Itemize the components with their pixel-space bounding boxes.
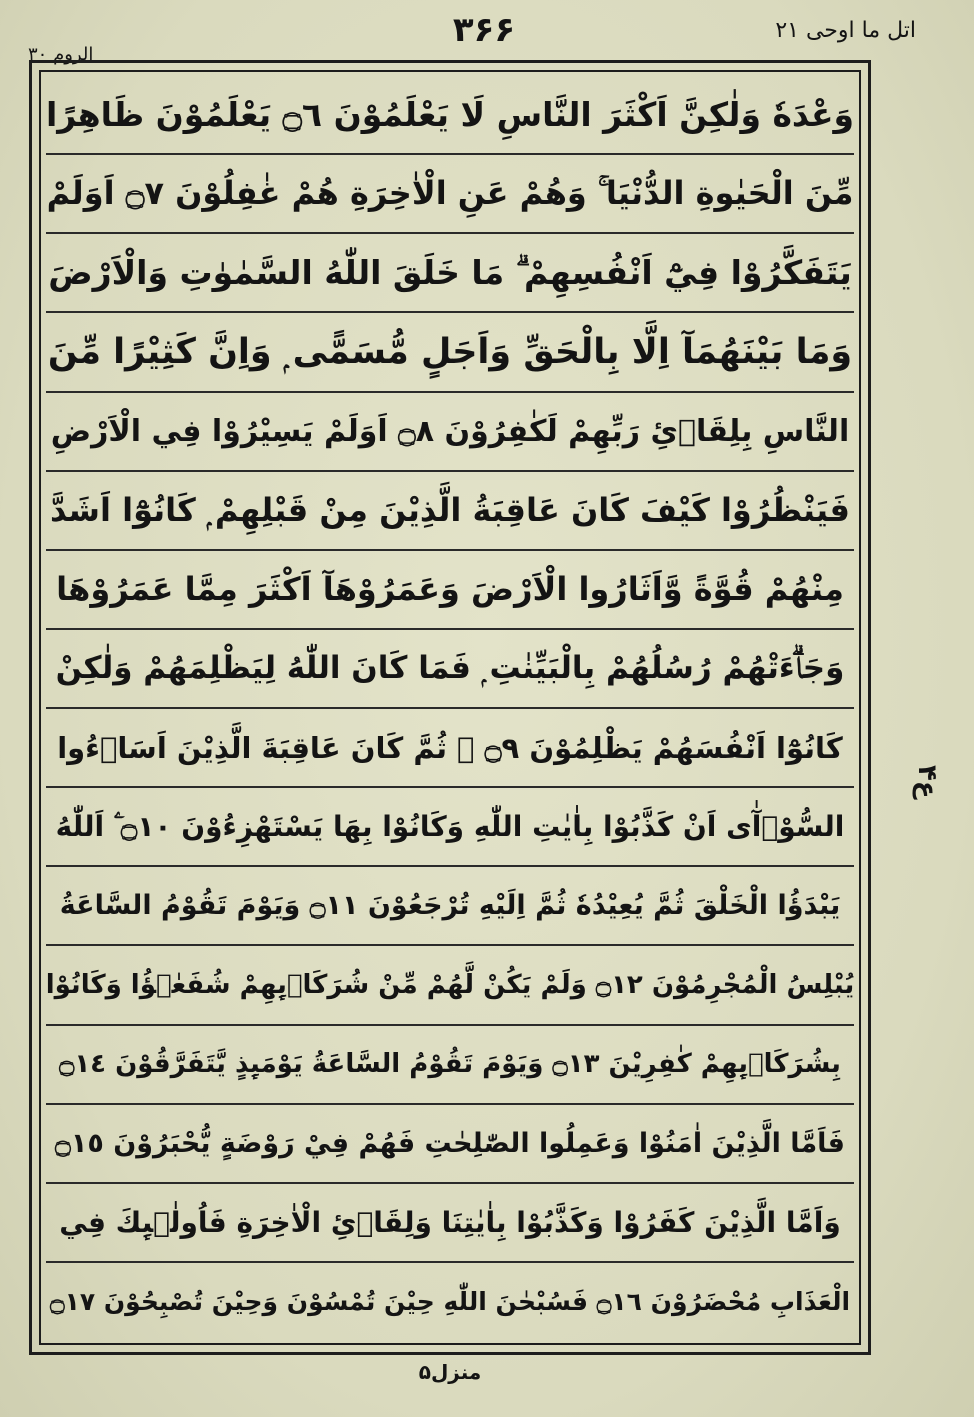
text-line: فَاَمَّا الَّذِيْنَ اٰمَنُوْا وَعَمِلُوا الصّٰلِحٰتِ فَهُمْ فِيْ رَوْضَةٍ يُّحْبَرُوْنَ ۝١٥	[46, 1105, 854, 1184]
text-line: فَيَنْظُرُوْا كَيْفَ كَانَ عَاقِبَةُ الَّذِيْنَ مِنْ قَبْلِهِمْ ۭ كَانُوْٓا اَشَدَّ	[46, 472, 854, 551]
text-block	[46, 76, 854, 1340]
page-number: ۳۶۶	[452, 10, 516, 50]
text-line: يَبْدَؤُا الْخَلْقَ ثُمَّ يُعِيْدُهٗ ثُمَّ اِلَيْهِ تُرْجَعُوْنَ ۝١١ وَيَوْمَ تَقُوْمُ السَّاعَةُ	[46, 867, 854, 946]
text-line: وَمَا بَيْنَهُمَآ اِلَّا بِالْحَقِّ وَاَجَلٍ مُّسَمًّى ۭ وَاِنَّ كَثِيْرًا مِّنَ	[46, 313, 854, 392]
text-line: مِّنَ الْحَيٰوةِ الدُّنْيَا ۚ وَهُمْ عَنِ الْاٰخِرَةِ هُمْ غٰفِلُوْنَ ۝٧ اَوَلَمْ	[46, 155, 854, 234]
page-header	[28, 8, 940, 64]
text-line: كَانُوْٓا اَنْفُسَهُمْ يَظْلِمُوْنَ ۝٩ ۭ ثُمَّ كَانَ عَاقِبَةَ الَّذِيْنَ اَسَاۗءُوا	[46, 709, 854, 788]
text-line: وَعْدَهٗ وَلٰكِنَّ اَكْثَرَ النَّاسِ لَا يَعْلَمُوْنَ ۝٦ يَعْلَمُوْنَ ظَاهِرًا	[46, 76, 854, 155]
text-line: وَاَمَّا الَّذِيْنَ كَفَرُوْا وَكَذَّبُوْا بِاٰيٰتِنَا وَلِقَاۗئِ الْاٰخِرَةِ فَاُولٰۗىِٕكَ فِي	[46, 1184, 854, 1263]
text-line: يَتَفَكَّرُوْا فِيْٓ اَنْفُسِهِمْ ۗ مَا خَلَقَ اللّٰهُ السَّمٰوٰتِ وَالْاَرْضَ	[46, 234, 854, 313]
juz-name: اتل ما اوحی ۲۱	[775, 18, 916, 43]
text-line: بِشُرَكَاۗىِٕهِمْ كٰفِرِيْنَ ۝١٣ وَيَوْمَ تَقُوْمُ السَّاعَةُ يَوْمَىِٕذٍ يَّتَفَرَّقُوْنَ ۝١٤	[46, 1026, 854, 1105]
text-line: يُبْلِسُ الْمُجْرِمُوْنَ ۝١٢ وَلَمْ يَكُنْ لَّهُمْ مِّنْ شُرَكَاۗىِٕهِمْ شُفَعٰۗؤُا وَكَانُوْا	[46, 946, 854, 1025]
ruku-margin-mark: ع۴	[912, 765, 942, 799]
text-line: النَّاسِ بِلِقَاۗئِ رَبِّهِمْ لَكٰفِرُوْنَ ۝٨ اَوَلَمْ يَسِيْرُوْا فِي الْاَرْضِ	[46, 393, 854, 472]
text-line: الْعَذَابِ مُحْضَرُوْنَ ۝١٦ فَسُبْحٰنَ اللّٰهِ حِيْنَ تُمْسُوْنَ وَحِيْنَ تُصْبِحُوْنَ ۝١٧	[49, 1286, 851, 1316]
text-line: مِنْهُمْ قُوَّةً وَّاَثَارُوا الْاَرْضَ وَعَمَرُوْهَآ اَكْثَرَ مِمَّا عَمَرُوْهَا	[46, 551, 854, 630]
manzil-footer: منزل۵	[418, 1360, 482, 1384]
surah-name: الروم ۳۰	[28, 44, 94, 65]
text-line: وَجَاۗءَتْهُمْ رُسُلُهُمْ بِالْبَيِّنٰتِ ۭ فَمَا كَانَ اللّٰهُ لِيَظْلِمَهُمْ وَلٰكِنْ	[46, 630, 854, 709]
text-line: السُّوْۗآٰى اَنْ كَذَّبُوْا بِاٰيٰتِ اللّٰهِ وَكَانُوْا بِهَا يَسْتَهْزِءُوْنَ ۝١٠ ۧ اَللّٰهُ	[46, 788, 854, 867]
